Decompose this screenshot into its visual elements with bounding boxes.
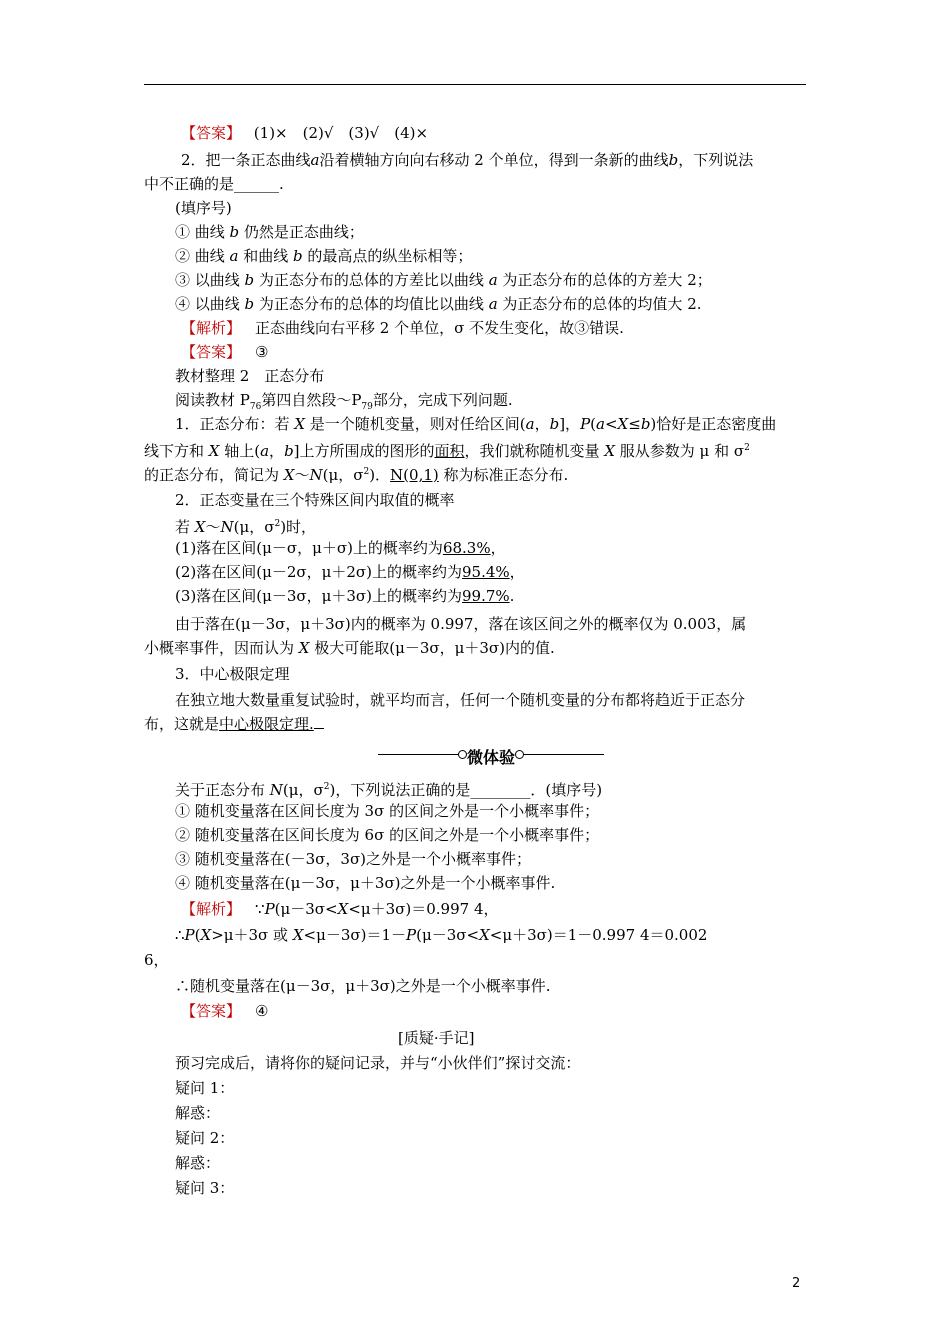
micro-answer bbox=[181, 1001, 268, 1021]
question-2-label: 疑问 2： bbox=[175, 1129, 235, 1147]
subheading-3: 3．中心极限定理 bbox=[175, 665, 290, 683]
var: a bbox=[596, 415, 605, 433]
var: X bbox=[283, 466, 295, 484]
micro-explanation-1 bbox=[181, 899, 499, 919]
answer-tag: 【答案】 bbox=[181, 343, 242, 361]
micro-option-4: ④ 随机变量落在(μ－3σ，μ＋3σ)之外是一个小概率事件. bbox=[175, 874, 556, 892]
explanation-tag: 【解析】 bbox=[181, 900, 242, 918]
def-line-2 bbox=[144, 438, 750, 461]
text: 称为标准正态分布. bbox=[438, 466, 569, 484]
micro-experience-title bbox=[378, 745, 604, 765]
answer-text: (1)× (2)√ (3)√ (4)× bbox=[253, 124, 429, 142]
text: 极大可能取(μ－3σ，μ＋3σ)内的值. bbox=[309, 639, 555, 657]
var: P bbox=[406, 926, 417, 944]
text: ② 曲线 bbox=[175, 247, 230, 265]
micro-explanation-4: ∴随机变量落在(μ－3σ，μ＋3σ)之外是一个小概率事件. bbox=[175, 977, 551, 995]
var: X bbox=[200, 926, 212, 944]
var: P bbox=[184, 926, 195, 944]
explanation-line bbox=[181, 318, 624, 338]
text: ④ 以曲线 bbox=[175, 295, 245, 313]
var: P bbox=[264, 900, 275, 918]
var: N bbox=[309, 466, 323, 484]
text: 为正态分布的总体的均值大 2. bbox=[497, 295, 702, 313]
superscript: 2 bbox=[363, 467, 370, 477]
micro-option-2: ② 随机变量落在区间长度为 6σ 的区间之外是一个小概率事件； bbox=[175, 826, 600, 844]
text: 第四自然段～P bbox=[261, 391, 362, 409]
reading-instruction bbox=[175, 390, 513, 417]
text: 线下方和 bbox=[144, 442, 209, 460]
text: 服从参数为 μ 和 σ bbox=[615, 442, 745, 460]
text: )． bbox=[369, 466, 391, 484]
underlined-term: 中心极限定理. bbox=[219, 715, 314, 733]
micro-option-1: ① 随机变量落在区间长度为 3σ 的区间之外是一个小概率事件； bbox=[175, 802, 600, 820]
text: 轴上( bbox=[219, 442, 261, 460]
text: ∵ bbox=[255, 900, 265, 918]
page-number: 2 bbox=[792, 1276, 801, 1291]
text: <μ－3σ)＝1－ bbox=[303, 926, 407, 944]
text: 若 bbox=[175, 518, 195, 536]
text: (1)落在区间(μ－σ，μ＋σ)上的概率约为 bbox=[175, 539, 443, 557]
answer-line-2 bbox=[181, 342, 268, 362]
question-3-label: 疑问 3： bbox=[175, 1179, 235, 1197]
var: X bbox=[617, 415, 629, 433]
question-2-line-2: 中不正确的是______. bbox=[144, 175, 284, 193]
answer-tag: 【答案】 bbox=[181, 1002, 242, 1020]
text: 的正态分布，简记为 bbox=[144, 466, 284, 484]
text: ]上方所围成的图形的 bbox=[293, 442, 435, 460]
var: b bbox=[244, 295, 255, 313]
underlined-term: 面积 bbox=[434, 442, 465, 460]
text: 是一个随机变量，则对任给区间( bbox=[305, 415, 526, 433]
var: b bbox=[549, 415, 560, 433]
var: a bbox=[488, 271, 498, 289]
text: 小概率事件，因而认为 bbox=[144, 639, 299, 657]
underline-tail bbox=[314, 714, 324, 729]
probability-3 bbox=[175, 586, 514, 606]
header-rule bbox=[144, 84, 806, 85]
def-line-3 bbox=[144, 462, 568, 485]
text: ( bbox=[590, 415, 597, 433]
clt-line-2 bbox=[144, 714, 324, 734]
text: ， bbox=[509, 563, 525, 581]
var: N bbox=[220, 518, 234, 536]
var: b bbox=[244, 271, 255, 289]
text: 阅读教材 P bbox=[175, 391, 250, 409]
var: b bbox=[640, 415, 651, 433]
text: ， bbox=[534, 415, 550, 433]
option-1 bbox=[175, 222, 364, 242]
var: a bbox=[310, 151, 320, 169]
answer-line bbox=[181, 123, 428, 143]
text: >μ＋3σ 或 bbox=[211, 926, 293, 944]
text: (μ，σ bbox=[233, 518, 275, 536]
text: )时， bbox=[280, 518, 317, 536]
text: 沿着横轴方向向右移动 2 个单位，得到一条新的曲线 bbox=[319, 151, 669, 169]
title-text: 微体验 bbox=[466, 748, 515, 767]
var: a bbox=[229, 247, 239, 265]
subscript: 76 bbox=[249, 402, 262, 412]
text: )恰好是正态密度曲 bbox=[650, 415, 777, 433]
text: ～ bbox=[205, 518, 221, 536]
explanation-text: 正态曲线向右平移 2 个单位，σ 不发生变化，故③错误. bbox=[255, 319, 624, 337]
question-1-label: 疑问 1： bbox=[175, 1079, 235, 1097]
subheading-2: 2．正态变量在三个特殊区间内取值的概率 bbox=[175, 491, 455, 509]
var: X bbox=[292, 926, 304, 944]
var: X bbox=[294, 415, 305, 433]
explanation-tag: 【解析】 bbox=[181, 319, 242, 337]
notes-title: [质疑·手记] bbox=[398, 1029, 475, 1047]
option-3 bbox=[175, 270, 712, 290]
subscript: 79 bbox=[361, 402, 373, 412]
var: b bbox=[284, 442, 294, 460]
var: b bbox=[229, 223, 240, 241]
probability-1 bbox=[175, 538, 506, 558]
var: a bbox=[525, 415, 535, 433]
text: (μ，σ bbox=[282, 781, 324, 799]
text: ① 曲线 bbox=[175, 223, 230, 241]
superscript: 2 bbox=[744, 443, 750, 453]
text: 仍然是正态曲线； bbox=[239, 223, 364, 241]
var: b bbox=[668, 151, 679, 169]
text: ， bbox=[490, 539, 506, 557]
text: ～ bbox=[294, 466, 310, 484]
section-title: 教材整理 2 正态分布 bbox=[175, 367, 325, 385]
text: ( bbox=[194, 926, 201, 944]
answer-2-label: 解惑： bbox=[175, 1154, 221, 1172]
var: X bbox=[194, 518, 206, 536]
underlined-value: 68.3% bbox=[442, 539, 491, 557]
underlined-value: 95.4% bbox=[462, 563, 510, 581]
text: 2．把一条正态曲线 bbox=[181, 151, 311, 169]
var: a bbox=[488, 295, 498, 313]
answer-1-label: 解惑： bbox=[175, 1104, 221, 1122]
micro-option-3: ③ 随机变量落在(－3σ，3σ)之外是一个小概率事件； bbox=[175, 850, 532, 868]
var: X bbox=[337, 900, 349, 918]
def-line-1 bbox=[175, 414, 776, 434]
clt-line-1: 在独立地大数量重复试验时，就平均而言，任何一个随机变量的分布都将趋近于正态分 bbox=[175, 691, 746, 709]
superscript: 2 bbox=[274, 519, 281, 529]
answer-text: ④ bbox=[255, 1002, 269, 1020]
text: ∴ bbox=[175, 926, 185, 944]
text: )，下列说法正确的是________．(填序号) bbox=[329, 781, 603, 799]
answer-text: ③ bbox=[255, 343, 269, 361]
text: . bbox=[509, 587, 515, 605]
note-line-1: 由于落在(μ－3σ，μ＋3σ)内的概率为 0.997，落在该区间之外的概率仅为 0.003，属 bbox=[175, 615, 747, 633]
notes-intro: 预习完成后，请将你的疑问记录，并与“小伙伴们”探讨交流： bbox=[175, 1054, 581, 1072]
text: ③ 以曲线 bbox=[175, 271, 245, 289]
text: 为正态分布的总体的方差比以曲线 bbox=[254, 271, 489, 289]
text: ，我们就称随机变量 bbox=[464, 442, 605, 460]
var: a bbox=[260, 442, 270, 460]
text: <μ＋3σ)＝1－0.997 4＝0.002 bbox=[489, 926, 708, 944]
text: 为正态分布的总体的方差大 2； bbox=[497, 271, 712, 289]
text: (3)落在区间(μ－3σ，μ＋3σ)上的概率约为 bbox=[175, 587, 463, 605]
note-line-2 bbox=[144, 638, 555, 658]
micro-explanation-3: 6， bbox=[144, 951, 169, 969]
micro-question bbox=[175, 777, 602, 800]
text: 为正态分布的总体的均值比以曲线 bbox=[254, 295, 489, 313]
text: ]， bbox=[559, 415, 581, 433]
text: (μ，σ bbox=[322, 466, 364, 484]
var: X bbox=[208, 442, 220, 460]
var: X bbox=[298, 639, 310, 657]
option-2 bbox=[175, 246, 472, 266]
var: P bbox=[580, 415, 591, 433]
var: b bbox=[293, 247, 303, 265]
question-2-line-1 bbox=[181, 150, 753, 170]
superscript: 2 bbox=[323, 782, 330, 792]
text: 的最高点的纵坐标相等； bbox=[302, 247, 473, 265]
underlined-term: N(0,1) bbox=[390, 466, 439, 484]
text: 布，这就是 bbox=[144, 715, 220, 733]
text: ， bbox=[269, 442, 285, 460]
text: 部分，完成下列问题. bbox=[372, 391, 513, 409]
text: ≤ bbox=[628, 415, 641, 433]
text: (μ－3σ< bbox=[416, 926, 480, 944]
text: ，下列说法 bbox=[678, 151, 754, 169]
text: (2)落在区间(μ－2σ，μ＋2σ)上的概率约为 bbox=[175, 563, 463, 581]
text: <μ＋3σ)＝0.997 4， bbox=[348, 900, 499, 918]
text: < bbox=[604, 415, 618, 433]
text: 关于正态分布 bbox=[175, 781, 270, 799]
var: N bbox=[269, 781, 283, 799]
var: X bbox=[604, 442, 616, 460]
underlined-value: 99.7% bbox=[462, 587, 510, 605]
var: X bbox=[479, 926, 490, 944]
micro-explanation-2 bbox=[175, 925, 707, 945]
text: (μ－3σ< bbox=[274, 900, 338, 918]
text: 和曲线 bbox=[238, 247, 294, 265]
option-4 bbox=[175, 294, 702, 314]
condition-line bbox=[175, 514, 316, 537]
text: 1．正态分布：若 bbox=[175, 415, 295, 433]
probability-2 bbox=[175, 562, 525, 582]
answer-tag: 【答案】 bbox=[181, 124, 242, 142]
question-2-hint: (填序号) bbox=[175, 199, 232, 217]
